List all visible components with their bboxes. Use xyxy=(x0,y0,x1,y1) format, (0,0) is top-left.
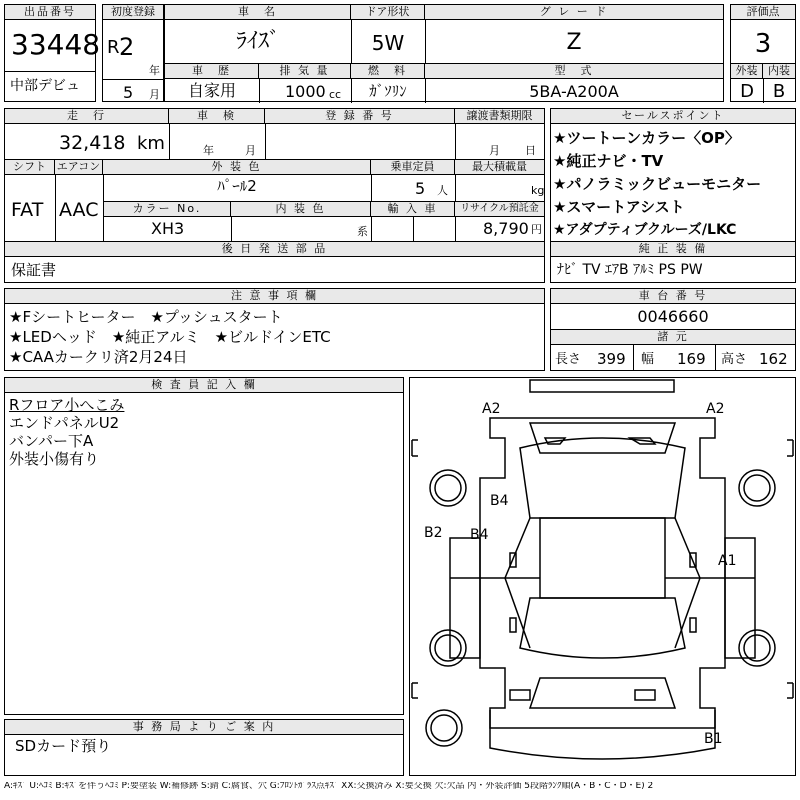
notes-box xyxy=(4,288,545,371)
sales-points-title: セールスポイント xyxy=(551,109,795,124)
ext-color: ﾊﾟｰﾙ2 xyxy=(217,177,257,195)
mark-left-fender: B4 xyxy=(490,493,509,509)
door-label: ドア形状 xyxy=(351,5,425,20)
displacement: 1000 xyxy=(285,82,326,101)
later-docs: 保証書 xyxy=(11,261,57,279)
shift: FAT xyxy=(11,199,44,221)
ext-color-label: 外 装 色 xyxy=(103,160,371,175)
exterior-grade: D xyxy=(740,81,754,102)
notes-line-3: ★CAAカークリ済2月24日 xyxy=(9,348,188,366)
reg-month: 5 xyxy=(123,83,134,102)
debut-label: 中部デビュ xyxy=(10,78,80,94)
mark-left-door: B4 xyxy=(470,527,489,543)
mark-front-left: A2 xyxy=(482,401,501,417)
score-box xyxy=(730,4,796,102)
max-load-unit: kg xyxy=(531,184,545,197)
inspector-line-1: Rフロア小へこみ xyxy=(9,396,125,414)
inspection-year-unit: 年 xyxy=(203,144,214,157)
exterior-label: 外装 xyxy=(731,64,763,79)
capacity: 5 xyxy=(415,179,426,198)
factory-equipment: ﾅﾋﾞ TV ｴｱB ｱﾙﾐ PS PW xyxy=(557,262,703,278)
era-letter: R xyxy=(107,37,120,58)
ac: AAC xyxy=(59,199,99,221)
car-name: ﾗｲｽﾞ xyxy=(235,29,280,54)
chassis-box xyxy=(550,288,796,371)
capacity-unit: 人 xyxy=(437,184,448,197)
transfer-label: 譲渡書類期限 xyxy=(455,109,544,124)
month-unit: 月 xyxy=(149,88,160,101)
history: 自家用 xyxy=(187,81,236,100)
height: 162 xyxy=(759,350,788,368)
color-no-label: カラー No. xyxy=(104,202,231,217)
inspector-line-4: 外装小傷有り xyxy=(9,450,100,468)
score-label: 評価点 xyxy=(731,5,795,20)
capacity-label: 乗車定員 xyxy=(371,160,455,175)
mileage-unit: km xyxy=(137,133,165,154)
sales-points-box xyxy=(550,108,796,283)
plate-label: 登 録 番 号 xyxy=(265,109,455,124)
interior-grade: B xyxy=(772,81,786,102)
mileage: 32,418 xyxy=(59,132,126,154)
mileage-label: 走 行 xyxy=(5,109,169,124)
damage-diagram-box xyxy=(409,377,796,776)
length-label: 長さ xyxy=(555,352,582,367)
sales-point-5: ★アダプティブクルーズ/LKC xyxy=(553,222,737,238)
legend-text: A:ｷｽﾞ U:ﾍｺﾐ B:ｷｽﾞを伴うﾍｺﾐ P:要塗装 W:補修跡 S:錆 C:腐食、穴 G:ﾌﾛﾝﾄｶﾞﾗｽ点ｷｽﾞ XX:交換済み X:要交換 欠:欠品 内・外装評価 5段階ﾗﾝｸ順(A・B・C・D・E) 2 xyxy=(4,782,654,791)
recycle-fee: 8,790 xyxy=(483,219,529,238)
inspector-line-2: エンドパネルU2 xyxy=(9,414,120,432)
reg-year: 2 xyxy=(119,33,135,61)
recycle-unit: 円 xyxy=(531,223,542,236)
shift-label: シフト xyxy=(5,160,55,175)
mark-right-door: A1 xyxy=(718,553,737,569)
transfer-day-unit: 日 xyxy=(525,144,536,157)
first-reg-label: 初度登録 xyxy=(103,5,163,20)
car-name-label: 車 名 xyxy=(165,5,351,20)
lot-box xyxy=(4,4,101,102)
sales-point-1: ★ツートーンカラー〈OP〉 xyxy=(553,129,740,147)
inspection-month-unit: 月 xyxy=(245,144,256,157)
mark-rear: B1 xyxy=(704,731,723,747)
model-code-label: 型 式 xyxy=(425,64,723,79)
transfer-month-unit: 月 xyxy=(489,144,500,157)
inspector-box xyxy=(4,377,404,715)
vehicle-info-box xyxy=(4,108,545,283)
notes-title: 注 意 事 項 欄 xyxy=(5,289,544,304)
recycle-label: リサイクル預託金 xyxy=(455,202,544,217)
fuel-label: 燃 料 xyxy=(351,64,425,79)
inspection-label: 車 検 xyxy=(169,109,265,124)
lot-number: 33448 xyxy=(11,28,101,61)
later-docs-label: 後 日 発 送 部 品 xyxy=(5,242,544,257)
model-code: 5BA-A200A xyxy=(529,82,619,101)
lot-label: 出品番号 xyxy=(5,5,95,20)
color-no: XH3 xyxy=(151,219,185,238)
office-note: SDカード預り xyxy=(15,737,112,755)
max-load-label: 最大積載量 xyxy=(455,160,544,175)
dims-title: 諸 元 xyxy=(551,330,795,345)
displacement-label: 排 気 量 xyxy=(259,64,351,79)
chassis-title: 車 台 番 号 xyxy=(551,289,795,304)
car-details-box xyxy=(164,4,724,102)
mark-front-right: A2 xyxy=(706,401,725,417)
year-unit: 年 xyxy=(149,64,160,77)
int-color-unit: 系 xyxy=(357,225,368,238)
first-reg-box xyxy=(102,4,164,102)
sales-point-2: ★純正ナビ・TV xyxy=(553,152,664,170)
displacement-unit: cc xyxy=(329,88,342,101)
grade: Z xyxy=(566,30,582,55)
int-color-label: 内 装 色 xyxy=(231,202,371,217)
interior-label: 内装 xyxy=(763,64,795,79)
sales-point-4: ★スマートアシスト xyxy=(553,198,685,216)
notes-line-1: ★Fシートヒーター ★プッシュスタート xyxy=(9,308,283,326)
door-type: 5W xyxy=(371,31,405,55)
import-label: 輸 入 車 xyxy=(371,202,455,217)
height-label: 高さ xyxy=(721,352,748,367)
ac-label: エアコン xyxy=(55,160,103,175)
chassis-number: 0046660 xyxy=(637,307,709,326)
width: 169 xyxy=(677,350,706,368)
fuel: ｶﾞｿﾘﾝ xyxy=(369,82,407,100)
overall-score: 3 xyxy=(754,29,772,59)
factory-equipment-title: 純 正 装 備 xyxy=(551,242,795,257)
inspector-title: 検 査 員 記 入 欄 xyxy=(5,378,403,393)
mark-left-side: B2 xyxy=(424,525,443,541)
notes-line-2: ★LEDヘッド ★純正アルミ ★ビルドインETC xyxy=(9,328,331,346)
length: 399 xyxy=(597,350,626,368)
car-damage-diagram xyxy=(410,378,795,775)
history-label: 車 歴 xyxy=(165,64,259,79)
office-box xyxy=(4,719,404,776)
grade-label: グ レ ー ド xyxy=(425,5,723,20)
inspector-line-3: バンパー下A xyxy=(9,432,94,450)
sales-point-3: ★パノラミックビューモニター xyxy=(553,175,762,193)
office-title: 事 務 局 よ り ご 案 内 xyxy=(5,720,403,735)
width-label: 幅 xyxy=(641,352,655,367)
